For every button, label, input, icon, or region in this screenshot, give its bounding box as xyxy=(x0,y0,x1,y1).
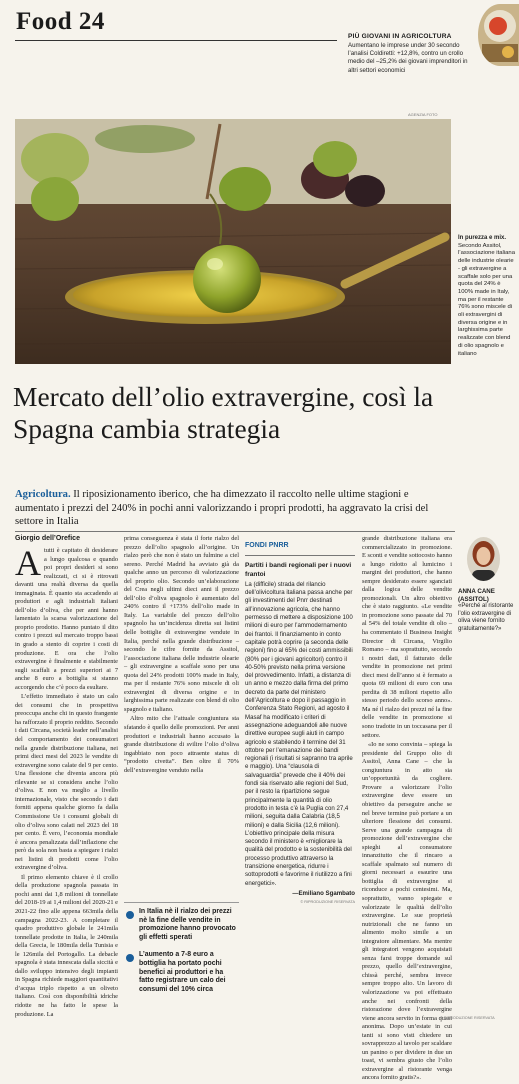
quote-name: ANNA CANE xyxy=(458,588,495,595)
article-paragraph: grande distribuzione italiana era commercializzato in promozione. E sconti e vendite sottocosto hanno a lungo ridotto al lumicino i margini dei produttori, che hanno sempre desiderato essere sganciati dalla logica delle vendite promozionali. Un altro obiettivo che è stato raggiunto. «Le vendite in promozione sono passate dal 70 al 54% del totale vendite di olio – ha commentato il Business Insight Director di Circana, Virgilio Romano – ma soprattutto, secondo i nostri dati, il fatturato delle vendite in promozione nei primi dieci mesi dell’anno si è fermato a quota 69 milioni di euro con una perdita di 38 milioni rispetto allo stesso periodo dello scorso anno». Ma né il rialzo dei prezzi né la fine delle vendite in promozione si sono tradotte in un toccasana per il settore. xyxy=(362,535,452,739)
article-paragraph: prima conseguenza è stata il forte rialzo del prezzo dell’olio spagnolo all’origine. Un rialzo però che non è stato un fulmine a ciel sereno. Perché Madrid ha avviato già da qualche anno un percorso di valorizzazione del proprio olio. Secondo un’elaborazione del Crea negli ultimi dieci anni il prezzo dell’olio d’oliva spagnolo è aumentato del 240% contro il +173% dell’olio made in Italy. La variabile del prezzo dell’olio spagnolo ha un’incidenza diretta sui listini delle bottiglie di extravergine vendute in Italia, perché nella grande distribuzione – secondo le cifre fornite da Assitol, l’associazione italiana delle industrie olearie – gli extravergine a scaffale sono per una quota del 24% prodotti 100% made in Italy, ma per il restante 76% sono miscele di oli extravergini di diversa origine e in larghissima parte realizzate con blend di olio spagnolo e italiano. xyxy=(124,535,239,713)
subhead-kicker: Agricoltura. xyxy=(15,489,71,500)
quote-org: (ASSITOL) xyxy=(458,595,489,603)
thumbnail-image xyxy=(478,4,519,66)
giovani-box xyxy=(348,33,468,75)
avatar xyxy=(467,537,500,581)
highlight-item: In Italia nè il rialzo dei prezzi nè la fine delle vendite in promozione hanno provocato gli effetti sperati xyxy=(124,908,239,942)
byline: Giorgio dell’Orefice xyxy=(15,535,80,542)
article-paragraph: L’effetto immediato è stato un calo dei consumi che in prospettiva preoccupa anche chi in questo frangente ha rafforzato il proprio reddito. Secondo i dati Circana, società leader nell’analisi del comportamento dei consumatori nella grande distribuzione italiana, nei primi dieci mesi del 2023 le vendite di extravergine sono calate del 9 per cento. Una flessione che diventa ancora più rilevante se si considera anche l’olio d’oliva. E non va meglio a livello internazionale, visto che secondo i dati forniti appena qualche giorno fa dalla Commissione Ue i consumi globali di olio d’oliva sono calati nel 2023 del 18 per cento. È vero, l’economia mondiale è ancora penalizzata dall’inflazione che però da sola non basta a spiegare i rialzi nei listini di prodotti come l’olio extravergine d’oliva. xyxy=(15,693,118,872)
masthead-rule xyxy=(15,40,337,41)
fondi-title: Partiti i bandi regionali per i nuovi frantoi xyxy=(245,562,352,578)
fondi-credit: © RIPRODUZIONE RISERVATA xyxy=(300,900,355,905)
giovani-title: PIÙ GIOVANI IN AGRICOLTURA xyxy=(348,33,452,40)
highlights-rule xyxy=(124,902,239,903)
quote-text: «Perché al ristorante l’olio extravergine di oliva viene fornito gratuitamente?» xyxy=(458,603,514,632)
drop-cap: A xyxy=(15,543,41,583)
fondi-signature: —Emiliano Sgambato xyxy=(292,889,355,897)
highlights xyxy=(124,908,239,1003)
article-paragraph: «Io ne sono convinta – spiega la presidente del Gruppo olio di Assitol, Anna Cane – che la congiuntura in atto sia un’opportunità da cogliere. Provare a valorizzare l’olio extravergine deve essere un obiettivo da perseguire anche se nel breve termine può portare a un ulteriore flessione dei consumi. Serve una grande campagna di promozione dell’extravergine che spieghi al consumatore innanzitutto che il rincaro a scaffale spalmato sul numero di giorni necessari a esaurire una bottiglia di extravergine si riconduce a pochi centesimi. Ma, soprattutto, vanno spiegate e valorizzate le qualità dell’olio extravergine. Le sue proprietà nutrizionali che ne fanno un alimento molto simile a un integratore alimentare. Ma mentre gli integratori vengono acquistati senza farsi troppe domande sul prezzo, quello dell’extravergine, chissà perché, sembra invece sempre troppo alto. Un lavoro di valorizzazione va poi effettuato anche nei confronti della ristorazione dove l’extravergine viene ancora servito in forma quasi anonima. Dopo un’estate in cui tanti si sono visti chiedere un sovrapprezzo al tavolo per scaldare un panino o per dividere in due un toast, vi sembra giusto che l’olio extravergine al ristorante venga ancora fornito gratis?». xyxy=(362,741,452,1082)
fondi-label: FONDI PNRR xyxy=(245,542,355,556)
caption-text: Secondo Assitol, l’associazione italiana delle industrie olearie - gli extravergine a scaffale solo per una quota del 24% è 100% made in Italy, ma per il restante 76% sono miscele di oli extravergini di diversa origine e in larghissima parte realizzate con blend di olio spagnolo e italiano xyxy=(458,242,515,357)
photo-caption xyxy=(458,235,516,358)
article-paragraph: Il primo elemento chiave è il crollo della produzione spagnola passata in pochi anni dai 1,8 milioni di tonnellate del 2018-19 ai 1,4 milioni del 2020-21 e 2021-22 fino alle appena 663mila della campagna 2022-23. A completare il quadro produttivo globale le 241mila tonnellate prodotte in Italia, le 240mila della Grecia, le 180mila della Tunisia e le 126mila del Portogallo. La debacle spagnola è stata innescata dalla siccità e dallo sviluppo intensivo degli impianti in Spagna richiede maggiori quantitativi d’acqua triplo rispetto a un oliveto italiano. Così con disponibilità idriche ridotte ne ha fatto le spese la produzione. La xyxy=(15,873,118,1018)
masthead: Food 24 xyxy=(16,8,105,35)
highlight-item: L’aumento a 7-8 euro a bottiglia ha portato pochi benefici ai produttori e ha fatto registrare un calo dei consumi del 10% circa xyxy=(124,951,239,994)
headline: Mercato dell’olio extravergine, così la Spagna cambia strategia xyxy=(13,381,434,444)
bullet-icon xyxy=(126,911,134,919)
olive-oil-photo xyxy=(15,119,451,364)
subhead-text: Il riposizionamento iberico, che ha dimezzato il raccolto nelle ultime stagioni e aumentato i prezzi del 240% in pochi anni valorizzando i propri prodotti, ha aggravato la crisi del settore in Italia xyxy=(15,489,429,528)
subhead-rule xyxy=(15,531,455,532)
quote-box xyxy=(458,588,518,634)
giovani-text: Aumentano le imprese under 30 secondo l’analisi Coldiretti: +12,8%, contro un crollo medio del –25,2% dei giovani imprenditori in altri settori economici xyxy=(348,42,468,74)
article-column-4 xyxy=(362,535,452,1084)
article-column-1 xyxy=(15,543,118,1020)
article-column-2 xyxy=(124,535,239,776)
subhead xyxy=(15,488,455,529)
fondi-text: La (difficile) strada del rilancio dell’olivicoltura italiana passa anche per gli investimenti del Pnrr destinati all’innovazione agricola, che hanno permesso di mettere a disposizione 100 milioni di euro per l’ammodernamento dei frantoi. Il finanziamento in conto capitale potrà coprire (a seconda delle regioni) fino al 65% dei costi ammissibili (80% per i giovani agricoltori) contro il 40-50% previsto nella prima versione del provvedimento. Infatti, a distanza di un anno e mezzo dalla firma del primo decreto da parte del ministero dell’Agricoltura e dopo il passaggio in Conferenza Stato Regioni, ad agosto il Masaf ha modificato i criteri di assegnazione adeguandoli alle nuove direttive europee sugli aiuti in campo agricolo e stabilendo il termine del 31 ottobre per l’emanazione dei bandi regionali (i risultati si sapranno tra aprile e maggio). Una “clausola di salvaguardia” prevede che il 40% dei fondi sia riservato alle regioni del Sud, per il resto la ripartizione segue principalmente la quantità di olio prodotto in testa c’è la Puglia con 27,4 milioni, seguita dalla Calabria (18,5 milioni) e dalla Sicilia (12,6 milioni). L’obiettivo principale della misura secondo il ministero è «migliorare la qualità del prodotto e la sostenibilità del processo produttivo attraverso la transizione energetica, ridurre i sottoprodotti e favorirne il riutilizzo a fini energetici». xyxy=(245,580,353,887)
footer-credit: © RIPRODUZIONE RISERVATA xyxy=(440,1016,495,1020)
article-paragraph: Altro mito che l’attuale congiuntura sta sfatando è quello delle promozioni. Per anni produttori e industriali hanno accusato la grande distribuzione di svilire l’olio d’oliva ingabbiato non poco attraente status di “prodotto civetta”. Ben oltre il 70% dell’extravergine venduto nella xyxy=(124,715,239,774)
caption-title: In purezza e mix. xyxy=(458,235,507,241)
bullet-icon xyxy=(126,954,134,962)
article-paragraph: Atutti è capitato di desiderare a lungo qualcosa e quando poi propri desideri si sono realizzati, ci si è ritrovati davanti una realtà diversa da quella immaginata. È quanto sta accadendo ai produttori e agli industriali italiani dell’olio d’oliva, che per anni hanno lamentato la scarsa valorizzazione del proprio prodotto. Hanno puntato il dito contro i prezzi sul mercato troppo bassi in grado a stento di coprire i costi di produzione. E ora che l’olio extravergine è finalmente e stabilmente sugli scaffali a prezzi superiori ai 7 anche 8 euro a bottiglia si stanno accorgendo che c’è poco da esultare. xyxy=(15,543,118,691)
photo-credit: AGENZIA FOTO xyxy=(408,112,438,117)
fondi-pnrr-box xyxy=(245,542,355,906)
